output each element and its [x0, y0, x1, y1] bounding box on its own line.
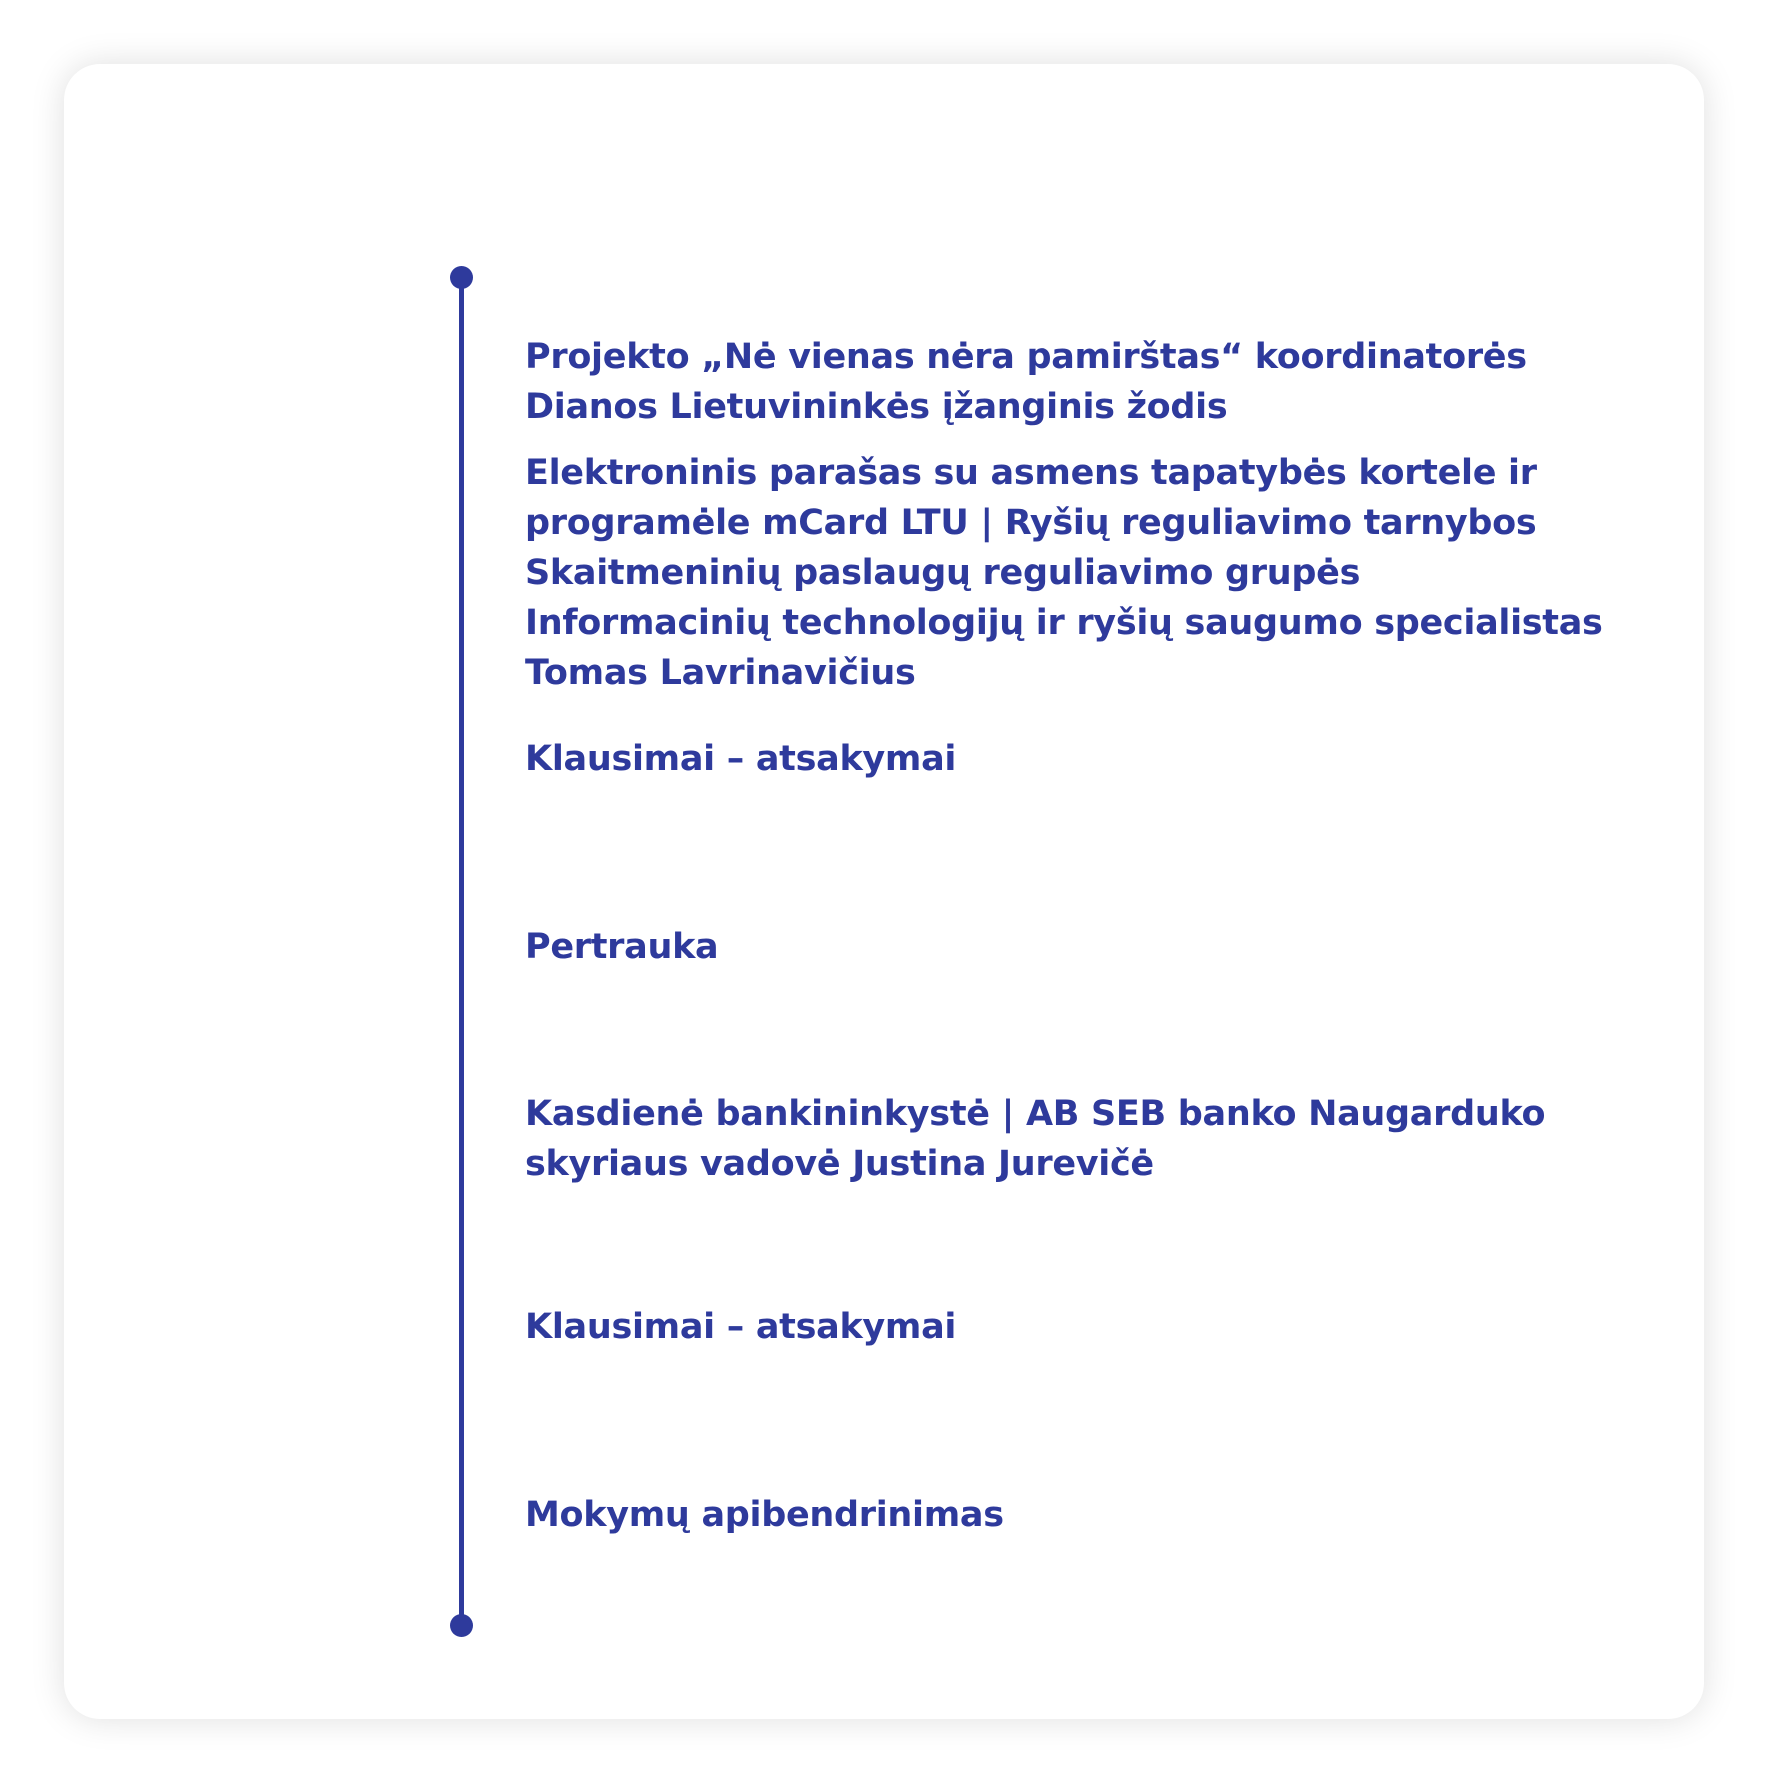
- agenda-item-qa-1: Klausimai – atsakymai: [525, 739, 957, 779]
- timeline-line: [459, 276, 464, 1625]
- agenda-item-break: Pertrauka: [525, 927, 719, 967]
- timeline-start-dot: [450, 266, 473, 289]
- agenda-item-opening-remarks: Projekto „Nė vienas nėra pamirštas“ koordinatorės Dianos Lietuvininkės įžanginis žodis: [525, 337, 1527, 427]
- agenda-item-qa-2: Klausimai – atsakymai: [525, 1307, 957, 1347]
- agenda-item-daily-banking: Kasdienė bankininkystė | AB SEB banko Naugarduko skyriaus vadovė Justina Jurevičė: [525, 1094, 1546, 1184]
- agenda-item-electronic-signature: Elektroninis parašas su asmens tapatybės kortele ir programėle mCard LTU | Ryšių reguliavimo tarnybos Skaitmeninių paslaugų reguliavimo grupės Informacinių technologijų ir ryšių saugumo specialistas Tomas Lavrinavičius: [525, 453, 1603, 693]
- timeline-end-dot: [450, 1614, 473, 1637]
- agenda-card: [64, 64, 1704, 1719]
- agenda-item-summary: Mokymų apibendrinimas: [525, 1495, 1004, 1535]
